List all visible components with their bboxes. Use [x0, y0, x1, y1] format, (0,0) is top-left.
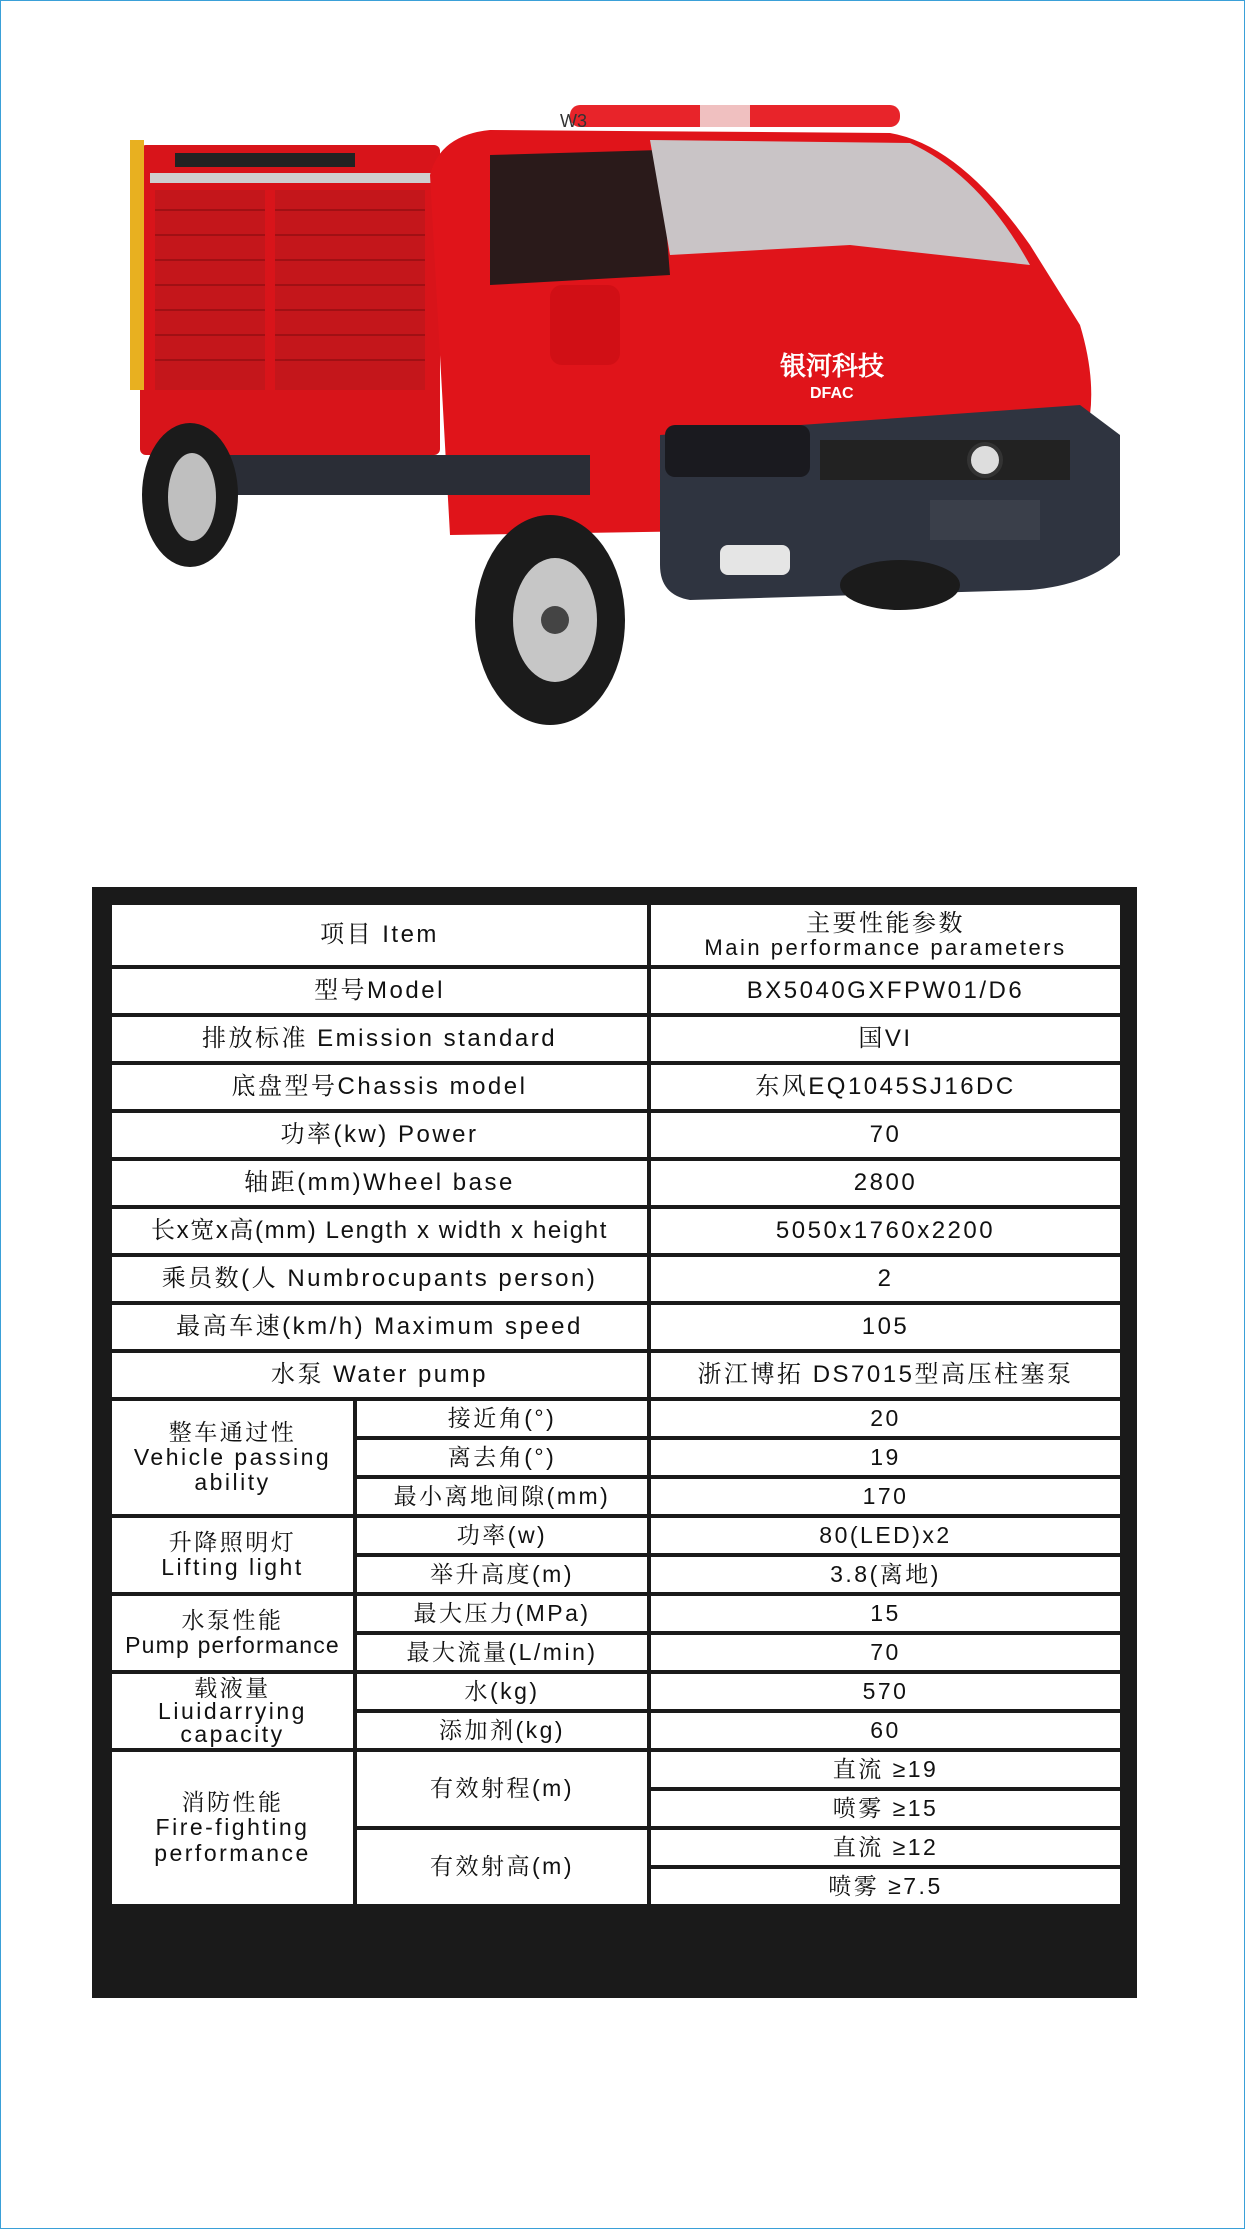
sub-value: 80(LED)x2 — [649, 1516, 1122, 1555]
sub-item: 有效射高(m) — [355, 1828, 649, 1906]
group-cn: 升降照明灯 — [168, 1528, 297, 1555]
group-cn: 消防性能 — [181, 1789, 284, 1816]
table-row — [110, 1750, 1122, 1789]
table-row — [110, 967, 1122, 1015]
sub-value: 喷雾 ≥15 — [649, 1789, 1122, 1828]
group-passing — [110, 1399, 355, 1516]
sub-item: 水(kg) — [355, 1672, 649, 1711]
table-row — [110, 1111, 1122, 1159]
row-value: 2800 — [649, 1159, 1122, 1207]
sub-value: 直流 ≥12 — [649, 1828, 1122, 1867]
sub-value: 19 — [649, 1438, 1122, 1477]
row-item: 排放标准 Emission standard — [110, 1015, 649, 1063]
table-row — [110, 1255, 1122, 1303]
group-fire — [110, 1750, 355, 1906]
group-cn: 水泵性能 — [181, 1606, 284, 1633]
row-value: 浙江博拓 DS7015型高压柱塞泵 — [649, 1351, 1122, 1399]
header-params — [649, 903, 1122, 967]
sub-value: 直流 ≥19 — [649, 1750, 1122, 1789]
group-en: capacity — [180, 1720, 285, 1747]
spec-table — [108, 901, 1124, 1908]
row-item: 型号Model — [110, 967, 649, 1015]
table-header-row — [110, 903, 1122, 967]
sub-value: 喷雾 ≥7.5 — [649, 1867, 1122, 1906]
row-value: 70 — [649, 1111, 1122, 1159]
group-en: Pump performance — [125, 1632, 340, 1658]
group-cn: 整车通过性 — [168, 1418, 297, 1445]
group-en: performance — [154, 1839, 311, 1866]
spec-table-frame — [92, 887, 1137, 1998]
group-en: ability — [194, 1469, 271, 1496]
row-value: 105 — [649, 1303, 1122, 1351]
group-liquid — [110, 1672, 355, 1750]
row-value: 2 — [649, 1255, 1122, 1303]
table-row — [110, 1207, 1122, 1255]
table-row — [110, 1399, 1122, 1438]
row-value: 东风EQ1045SJ16DC — [649, 1063, 1122, 1111]
group-en: Fire-fighting — [155, 1814, 310, 1841]
table-row — [110, 1015, 1122, 1063]
sub-value: 70 — [649, 1633, 1122, 1672]
group-pump — [110, 1594, 355, 1672]
header-params-en: Main performance parameters — [704, 935, 1067, 961]
sub-item: 接近角(°) — [355, 1399, 649, 1438]
sub-item: 离去角(°) — [355, 1438, 649, 1477]
row-item: 底盘型号Chassis model — [110, 1063, 649, 1111]
group-en: Lifting light — [161, 1554, 304, 1580]
table-row — [110, 1303, 1122, 1351]
sub-item: 举升高度(m) — [355, 1555, 649, 1594]
group-cn: 载液量 — [194, 1674, 271, 1701]
group-light — [110, 1516, 355, 1594]
sub-value: 20 — [649, 1399, 1122, 1438]
table-row — [110, 1351, 1122, 1399]
table-row — [110, 1063, 1122, 1111]
sub-item: 添加剂(kg) — [355, 1711, 649, 1750]
row-item: 功率(kw) Power — [110, 1111, 649, 1159]
hood-sub: DFAC — [810, 385, 854, 402]
row-item: 乘员数(人 Numbrocupants person) — [110, 1255, 649, 1303]
sub-value: 15 — [649, 1594, 1122, 1633]
row-value: 国VI — [649, 1015, 1122, 1063]
sub-item: 功率(w) — [355, 1516, 649, 1555]
table-row — [110, 1594, 1122, 1633]
row-item: 水泵 Water pump — [110, 1351, 649, 1399]
hood-text: 银河科技 — [780, 352, 885, 382]
cab-mark: W3 — [560, 111, 587, 131]
row-value: 5050x1760x2200 — [649, 1207, 1122, 1255]
group-en: Liuidarrying — [158, 1697, 307, 1724]
sub-value: 570 — [649, 1672, 1122, 1711]
row-item: 长x宽x高(mm) Length x width x height — [110, 1207, 649, 1255]
sub-value: 60 — [649, 1711, 1122, 1750]
header-params-cn: 主要性能参数 — [806, 909, 965, 937]
table-row — [110, 1159, 1122, 1207]
header-item: 项目 Item — [110, 903, 649, 967]
sub-item: 最大压力(MPa) — [355, 1594, 649, 1633]
sub-item: 最大流量(L/min) — [355, 1633, 649, 1672]
row-item: 最高车速(km/h) Maximum speed — [110, 1303, 649, 1351]
table-row — [110, 1516, 1122, 1555]
row-value: BX5040GXFPW01/D6 — [649, 967, 1122, 1015]
group-en: Vehicle passing — [133, 1443, 332, 1470]
sub-value: 3.8(离地) — [649, 1555, 1122, 1594]
sub-value: 170 — [649, 1477, 1122, 1516]
row-item: 轴距(mm)Wheel base — [110, 1159, 649, 1207]
table-row — [110, 1672, 1122, 1711]
fire-truck-image — [130, 95, 1140, 765]
sub-item: 最小离地间隙(mm) — [355, 1477, 649, 1516]
sub-item: 有效射程(m) — [355, 1750, 649, 1828]
